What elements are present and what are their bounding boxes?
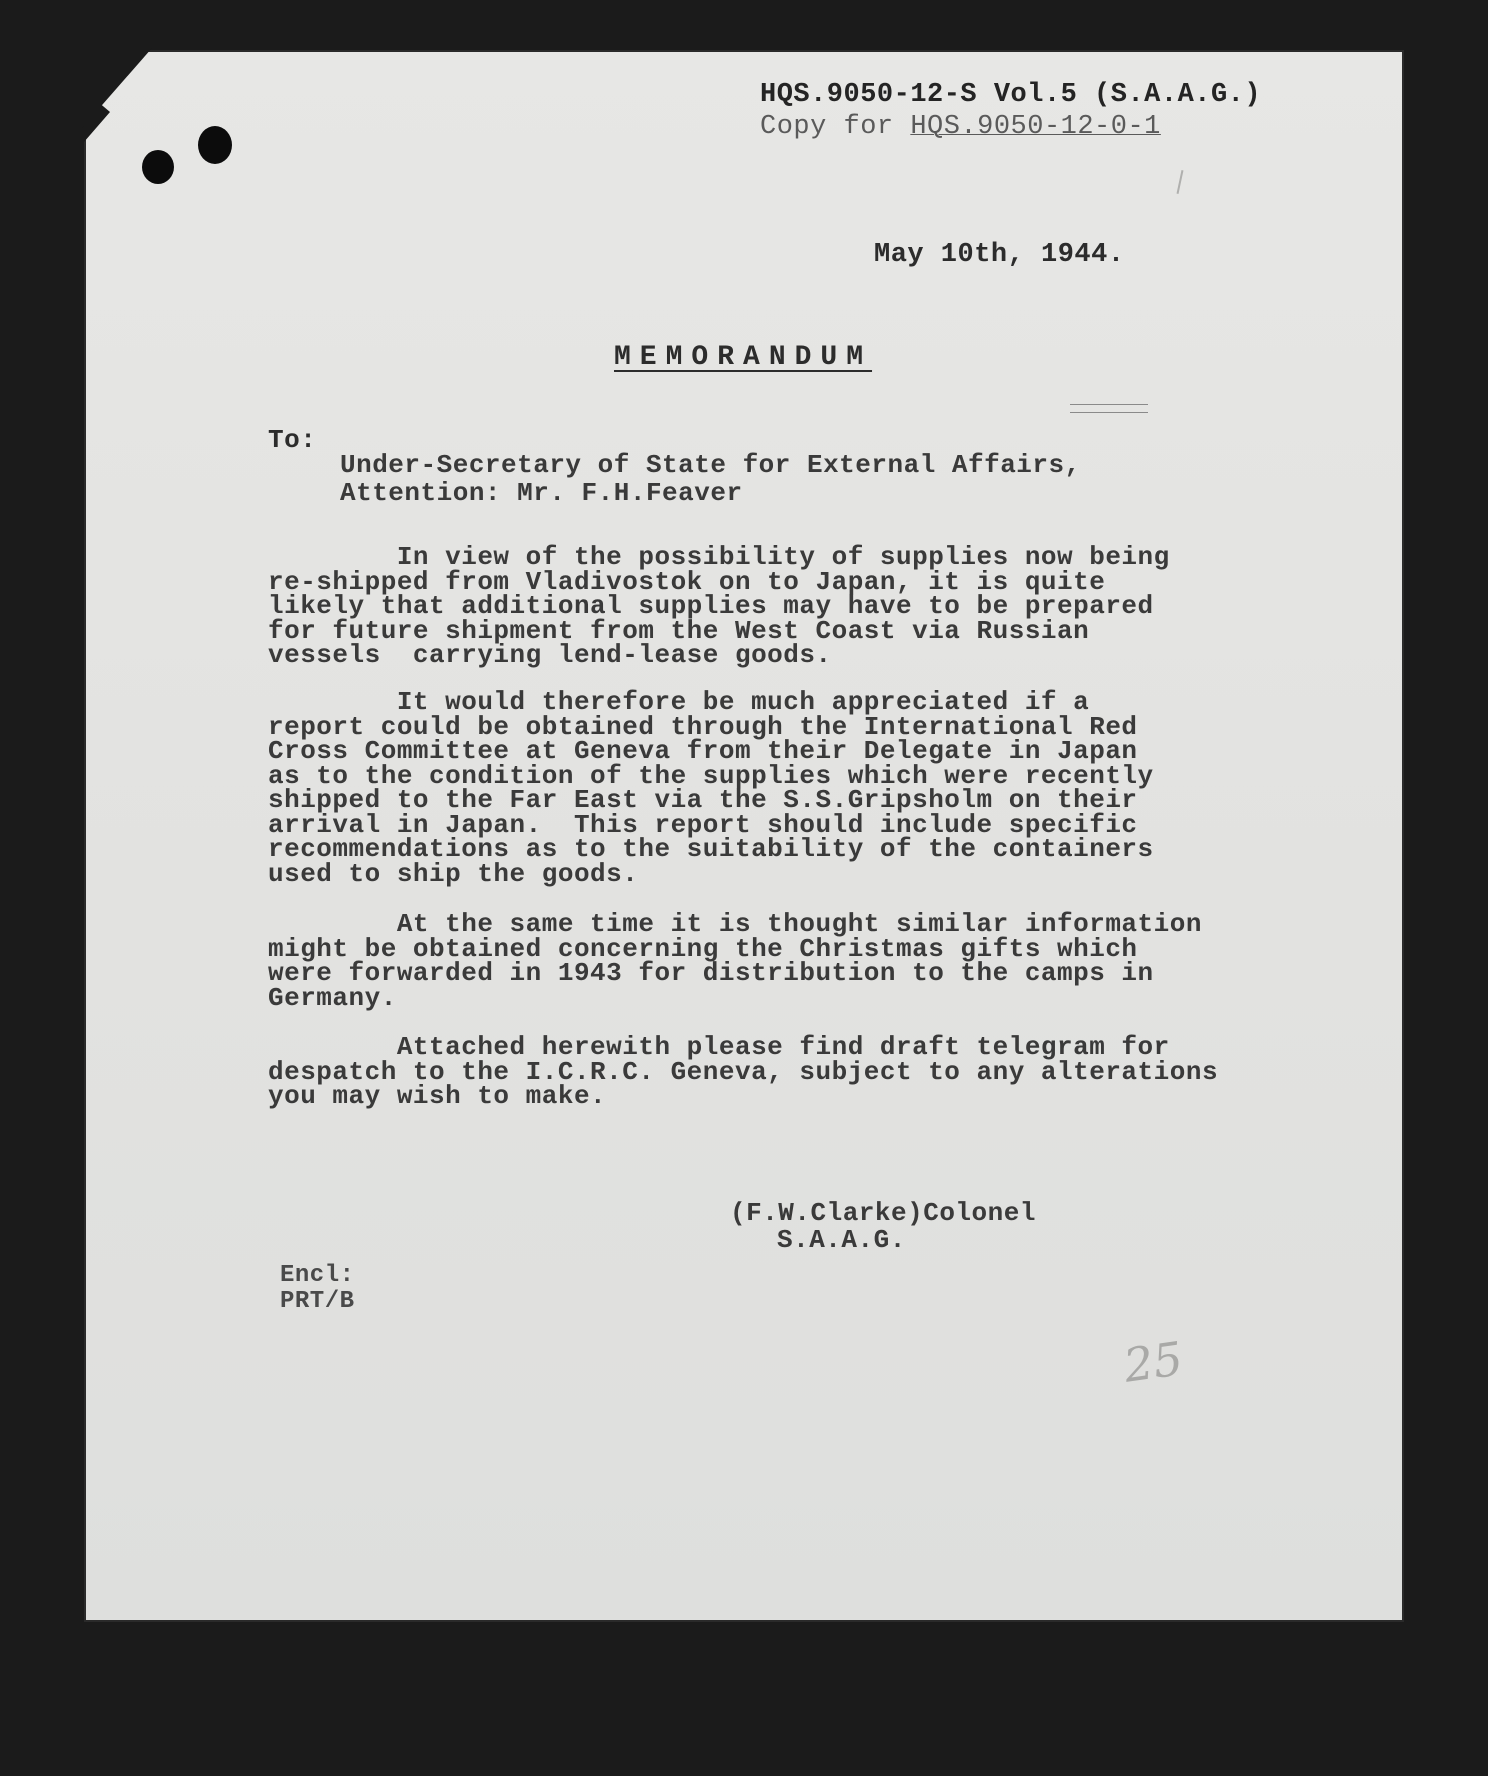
signature-title: S.A.A.G. (777, 1225, 906, 1255)
document-page (84, 50, 1404, 1622)
copy-ref-number: HQS.9050-12-0-1 (910, 112, 1161, 142)
addressee-line-1: Under-Secretary of State for External Affairs, (340, 450, 1081, 480)
copy-reference (760, 112, 1161, 142)
addressee-line-2: Attention: Mr. F.H.Feaver (340, 478, 743, 508)
corner-notch (84, 90, 110, 142)
typist-initials: PRT/B (280, 1288, 355, 1315)
body-paragraph-2: It would therefore be much appreciated if a report could be obtained through the International Red Cross Committee at Geneva from their Delegate in Japan as to the condition of the supplies which were recently shipped to the Far East via the S.S.Gripsholm on their arrival in Japan. This report should include specific recommendations as to the suitability of the containers used to ship the goods. (268, 687, 1154, 889)
body-paragraph-3: At the same time it is thought similar information might be obtained concerning the Christmas gifts which were forwarded in 1943 for distribution to the camps in Germany. (268, 909, 1202, 1013)
file-reference: HQS.9050-12-S Vol.5 (S.A.A.G.) (760, 80, 1262, 110)
stray-pencil-mark (1177, 170, 1184, 194)
body-paragraph-4: Attached herewith please find draft telegram for despatch to the I.C.R.C. Geneva, subject to any alterations you may wish to make. (268, 1032, 1219, 1111)
signature-name: (F.W.Clarke)Colonel (730, 1198, 1036, 1228)
to-label: To: (268, 425, 317, 455)
margin-rule-2 (1070, 412, 1148, 413)
punch-hole-right (198, 126, 232, 164)
memo-title: MEMORANDUM (614, 342, 873, 373)
punch-hole-left (142, 150, 174, 184)
margin-rule-1 (1070, 404, 1148, 405)
enclosure-label: Encl: (280, 1262, 355, 1289)
handwritten-page-number: 25 (1120, 1331, 1187, 1393)
body-paragraph-1: In view of the possibility of supplies now being re-shipped from Vladivostok on to Japan, it is quite likely that additional supplies may have to be prepared for future shipment from the West Coast via Russian vessels carrying lend-lease goods. (268, 542, 1170, 670)
copy-prefix: Copy for (760, 112, 911, 142)
memo-date: May 10th, 1944. (874, 240, 1125, 270)
